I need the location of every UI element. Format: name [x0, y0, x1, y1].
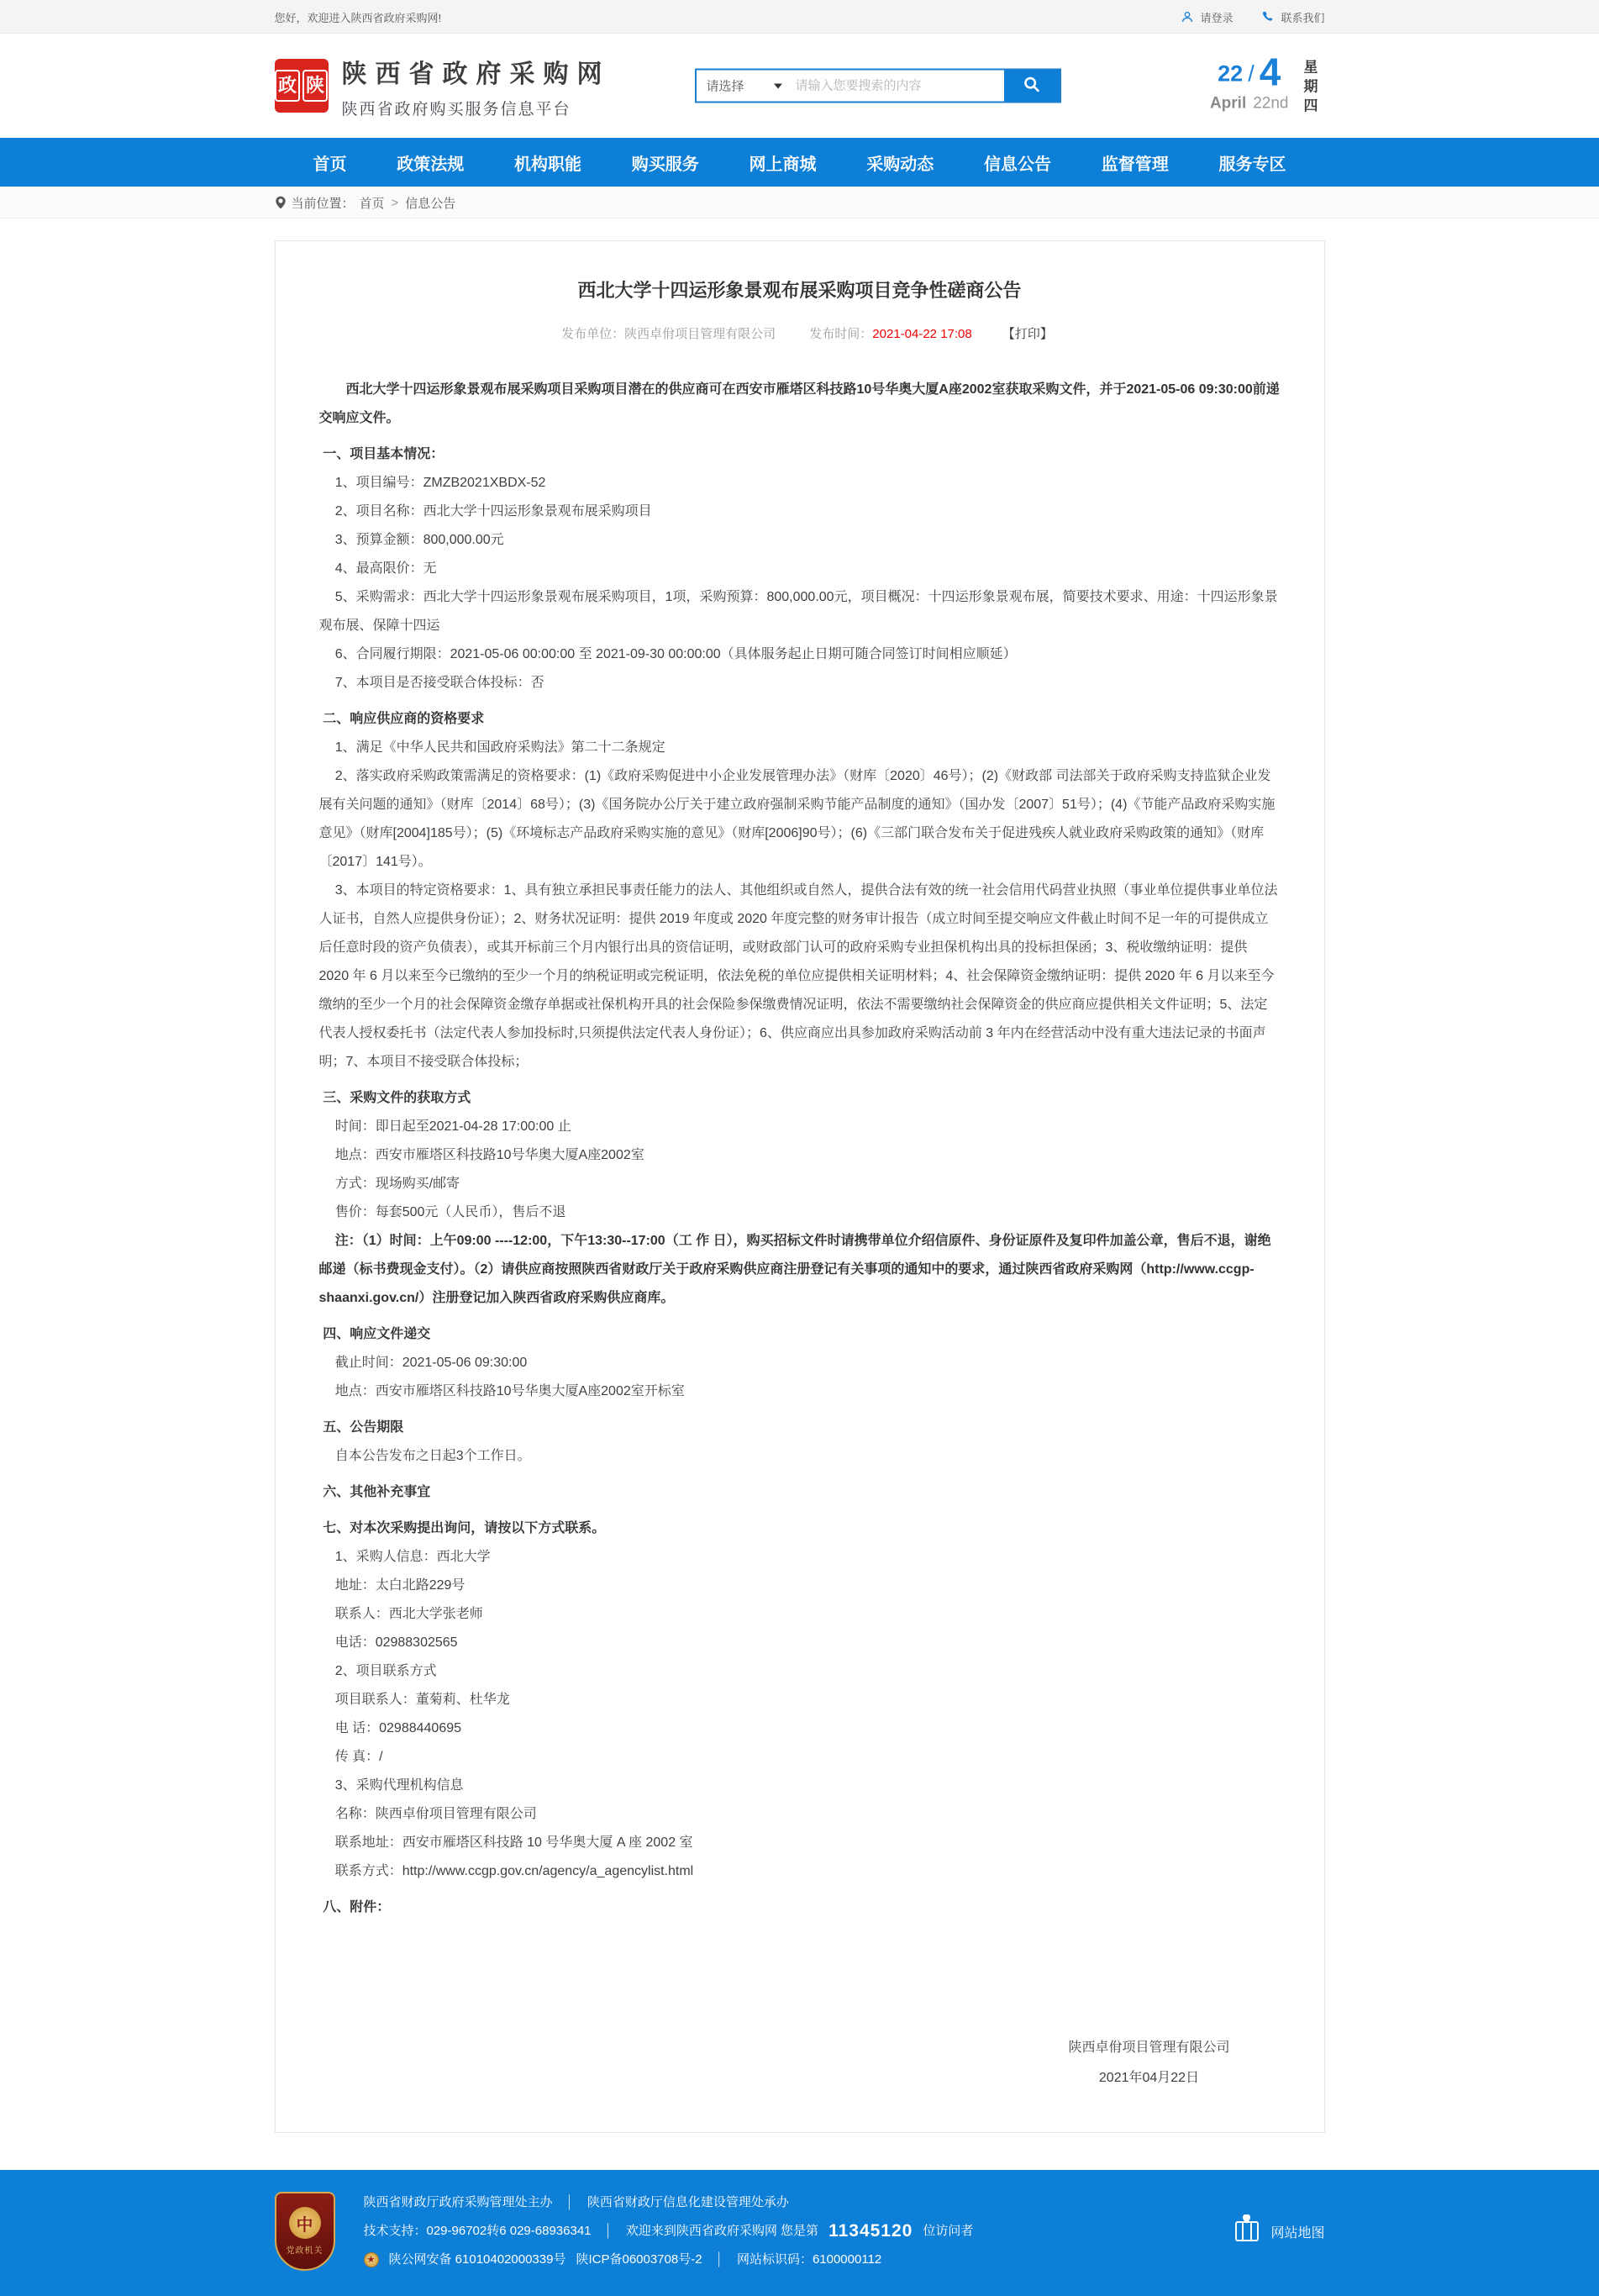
article-paragraph: 3、预算金额：800,000.00元	[334, 533, 504, 547]
date-english: April 22nd	[1209, 94, 1289, 113]
main-nav	[0, 138, 1599, 187]
section-heading: 二、响应供应商的资格要求	[323, 712, 485, 726]
search-icon	[1023, 76, 1041, 97]
sitemap-icon	[1232, 2214, 1262, 2249]
signature-date: 2021年04月22日	[1098, 2071, 1200, 2085]
government-badge-icon: 中 党政机关	[275, 2192, 335, 2271]
date-day: 22	[1218, 61, 1244, 87]
welcome-text: 您好，欢迎进入陕西省政府采购网!	[274, 11, 442, 24]
logo-seal-icon: 政 陕	[275, 59, 329, 113]
article-paragraph: 7、本项目是否接受联合体投标：否	[334, 676, 544, 690]
section-heading: 五、公告期限	[323, 1420, 404, 1435]
site-logo[interactable]	[275, 53, 611, 119]
login-link[interactable]: 请登录	[1181, 9, 1233, 25]
article-paragraph: 3、采购代理机构信息	[334, 1778, 464, 1793]
location-pin-icon	[275, 196, 287, 209]
article-paragraph: 方式：现场购买/邮寄	[334, 1177, 460, 1191]
article-paragraph: 地点：西安市雁塔区科技路10号华奥大厦A座2002室开标室	[334, 1384, 685, 1398]
sitemap-link[interactable]: 网站地图	[1232, 2214, 1324, 2249]
footer-org-line: 陕西省财政厅政府采购管理处主办 │ 陕西省财政厅信息化建设管理处承办	[363, 2195, 789, 2209]
article-paragraph: 6、合同履行期限：2021-05-06 00:00:00 至 2021-09-30 00:00:00（具体服务起止日期可随合同签订时间相应顺延）	[334, 647, 1017, 661]
article-paragraph: 截止时间：2021-05-06 09:30:00	[334, 1356, 528, 1370]
article-paragraph: 名称：陕西卓佾项目管理有限公司	[334, 1807, 537, 1821]
article-paragraph: 2、落实政府采购政策需满足的资格要求：(1)《政府采购促进中小企业发展管理办法》（财库〔2020〕46号）；(2)《财政部 司法部关于政府采购支持监狱企业发展有关问题的通知》（财库〔2014〕68号）；(3)《国务院办公厅关于建立政府强制采购节能产品制度的通知》（国办发〔2007〕51号）；(4)《节能产品政府采购实施意见》（财库[2004]185号）；(5)《环境标志产品政府采购实施的意见》（财库[2006]90号）；(6)《三部门联合发布关于促进残疾人就业政府采购政策的通知》（财库〔2017〕141号）。	[318, 769, 1276, 869]
contact-link[interactable]: 联系我们	[1261, 9, 1324, 25]
topbar	[0, 0, 1599, 34]
user-icon	[1181, 10, 1194, 24]
signature-company: 陕西卓佾项目管理有限公司	[1068, 2041, 1230, 2055]
announcement-card	[275, 240, 1325, 2133]
nav-items	[275, 138, 1325, 187]
article-paragraph: 2、项目联系方式	[334, 1664, 437, 1678]
section-heading: 一、项目基本情况：	[323, 447, 444, 461]
article-paragraph: 时间：即日起至2021-04-28 17:00:00 止	[334, 1119, 571, 1134]
nav-item-3[interactable]: 购买服务	[631, 155, 699, 174]
site-name: 陕西省政府采购网	[341, 60, 611, 88]
search-category-select[interactable]: 请选择	[697, 71, 791, 102]
search-input[interactable]	[791, 71, 1004, 102]
article-paragraph: 联系人：西北大学张老师	[334, 1607, 483, 1621]
phone-icon	[1261, 10, 1275, 24]
footer-record-line: ★ 陕公网安备 61010402000339号 陕ICP备06003708号-2 │ 网站标识码：6100000112	[364, 2246, 1207, 2274]
article-body	[319, 361, 1281, 1922]
footer-support-line: 技术支持：029-96702转6 029-68936341 │ 欢迎来到陕西省政府采购网 您是第 11345120 位访问者	[364, 2217, 1207, 2246]
chevron-down-icon	[774, 83, 782, 88]
article-paragraph: 1、满足《中华人民共和国政府采购法》第二十二条规定	[334, 740, 665, 755]
article-paragraph: 2、项目名称：西北大学十四运形象景观布展采购项目	[334, 504, 652, 519]
article-paragraph: 项目联系人：董菊莉、杜华龙	[334, 1693, 510, 1707]
nav-item-8[interactable]: 服务专区	[1218, 155, 1286, 174]
gongan-record[interactable]: 陕公网安备 61010402000339号	[388, 2252, 566, 2267]
icp-record[interactable]: 陕ICP备06003708号-2	[576, 2252, 702, 2267]
weekday-label: 星 期 四	[1303, 59, 1318, 114]
article-paragraph: 1、采购人信息：西北大学	[334, 1550, 491, 1564]
police-badge-icon: ★	[364, 2252, 379, 2267]
signature-block	[1068, 2033, 1229, 2093]
article-meta: 发布单位：陕西卓佾项目管理有限公司 发布时间：2021-04-22 17:08 【打印】	[561, 327, 1053, 341]
article-paragraph: 1、项目编号：ZMZB2021XBDX-52	[334, 476, 546, 490]
article-paragraph: 4、最高限价：无	[334, 561, 437, 576]
page-title: 西北大学十四运形象景观布展采购项目竞争性磋商公告	[577, 280, 1022, 301]
nav-item-1[interactable]: 政策法规	[397, 155, 465, 174]
section-heading: 四、响应文件递交	[323, 1327, 431, 1341]
nav-item-7[interactable]: 监督管理	[1101, 155, 1169, 174]
article-paragraph: 电话：02988302565	[334, 1635, 458, 1650]
nav-item-2[interactable]: 机构职能	[514, 155, 581, 174]
print-button[interactable]: 【打印】	[1002, 327, 1053, 341]
date-widget: 22 / 4 April 22nd 星 期 四	[1209, 50, 1318, 114]
article-paragraph: 注：（1）时间：上午09:00 ----12:00，下午13:30--17:00（工 作 日），购买招标文件时请携带单位介绍信原件、身份证原件及复印件加盖公章，售后不退，谢绝邮递（标书费现金支付）。（2）请供应商按照陕西省财政厅关于政府采购供应商注册登记有关事项的通知中的要求，通过陕西省政府采购网（http://www.ccgp-shaanxi.gov.cn/）注册登记加入陕西省政府采购供应商库。	[318, 1234, 1271, 1305]
publish-time: 2021-04-22 17:08	[872, 327, 972, 341]
article-paragraph: 西北大学十四运形象景观布展采购项目采购项目潜在的供应商可在西安市雁塔区科技路10号华奥大厦A座2002室获取采购文件，并于2021-05-06 09:30:00前递交响应文件。	[318, 382, 1280, 425]
section-heading: 三、采购文件的获取方式	[323, 1091, 471, 1105]
section-heading: 七、对本次采购提出询问，请按以下方式联系。	[323, 1521, 606, 1535]
article-paragraph: 地址：太白北路229号	[334, 1578, 465, 1593]
breadcrumb-label: 当前位置：	[291, 196, 355, 211]
nav-item-0[interactable]: 首页	[313, 155, 347, 174]
site-subtitle: 陕西省政府购买服务信息平台	[341, 100, 571, 118]
article-paragraph: 地点：西安市雁塔区科技路10号华奥大厦A座2002室	[334, 1148, 644, 1162]
article-paragraph: 联系方式：http://www.ccgp.gov.cn/agency/a_agencylist.html	[334, 1864, 694, 1878]
header	[0, 34, 1599, 138]
breadcrumb-home[interactable]: 首页	[359, 196, 385, 211]
search-box	[695, 69, 1061, 103]
breadcrumb-bar: 当前位置： 首页 > 信息公告	[0, 187, 1599, 219]
date-month: 4	[1259, 50, 1281, 94]
article-paragraph: 3、本项目的特定资格要求：1、具有独立承担民事责任能力的法人、其他组织或自然人，提供合法有效的统一社会信用代码营业执照（事业单位提供事业单位法人证书，自然人应提供身份证）；2、财务状况证明：提供 2019 年度或 2020 年度完整的财务审计报告（成立时间至提交响应文件截止时间不足一年的可提供成立后任意时段的资产负债表），或其开标前三个月内银行出具的资信证明，或财政部门认可的政府采购专业担保机构出具的投标担保函；3、税收缴纳证明：提供 2020 年 6 月以来至今已缴纳的至少一个月的纳税证明或完税证明，依法免税的单位应提供相关证明材料；4、社会保障资金缴纳证明：提供 2020 年 6 月以来至今缴纳的至少一个月的社会保障资金缴存单据或社保机构开具的社会保险参保缴费情况证明，依法不需要缴纳社会保障资金的供应商应提供相关文件证明；5、法定代表人授权委托书（法定代表人参加投标时,只须提供法定代表人身份证）；6、供应商应出具参加政府采购活动前 3 年内在经营活动中没有重大违法记录的书面声明；7、本项目不接受联合体投标；	[318, 883, 1278, 1069]
nav-item-5[interactable]: 采购动态	[866, 155, 934, 174]
search-button[interactable]	[1004, 71, 1060, 102]
footer	[0, 2170, 1599, 2296]
nav-item-6[interactable]: 信息公告	[984, 155, 1051, 174]
publisher-name: 陕西卓佾项目管理有限公司	[624, 327, 776, 341]
article-paragraph: 传 真：/	[334, 1750, 383, 1764]
article-paragraph: 自本公告发布之日起3个工作日。	[334, 1449, 531, 1463]
article-paragraph: 售价：每套500元（人民币），售后不退	[334, 1205, 566, 1219]
article-paragraph: 5、采购需求：西北大学十四运形象景观布展采购项目，1项，采购预算：800,000.00元，项目概况：十四运形象景观布展，简要技术要求、用途：十四运形象景观布展、保障十四运	[318, 590, 1278, 633]
section-heading: 八、附件：	[323, 1900, 391, 1914]
nav-item-4[interactable]: 网上商城	[749, 155, 817, 174]
article-paragraph: 联系地址：西安市雁塔区科技路 10 号华奥大厦 A 座 2002 室	[334, 1835, 693, 1850]
breadcrumb-current[interactable]: 信息公告	[405, 196, 456, 211]
article-paragraph: 电 话：02988440695	[334, 1721, 462, 1735]
visitor-count: 11345120	[828, 2221, 913, 2241]
section-heading: 六、其他补充事宜	[323, 1485, 431, 1499]
